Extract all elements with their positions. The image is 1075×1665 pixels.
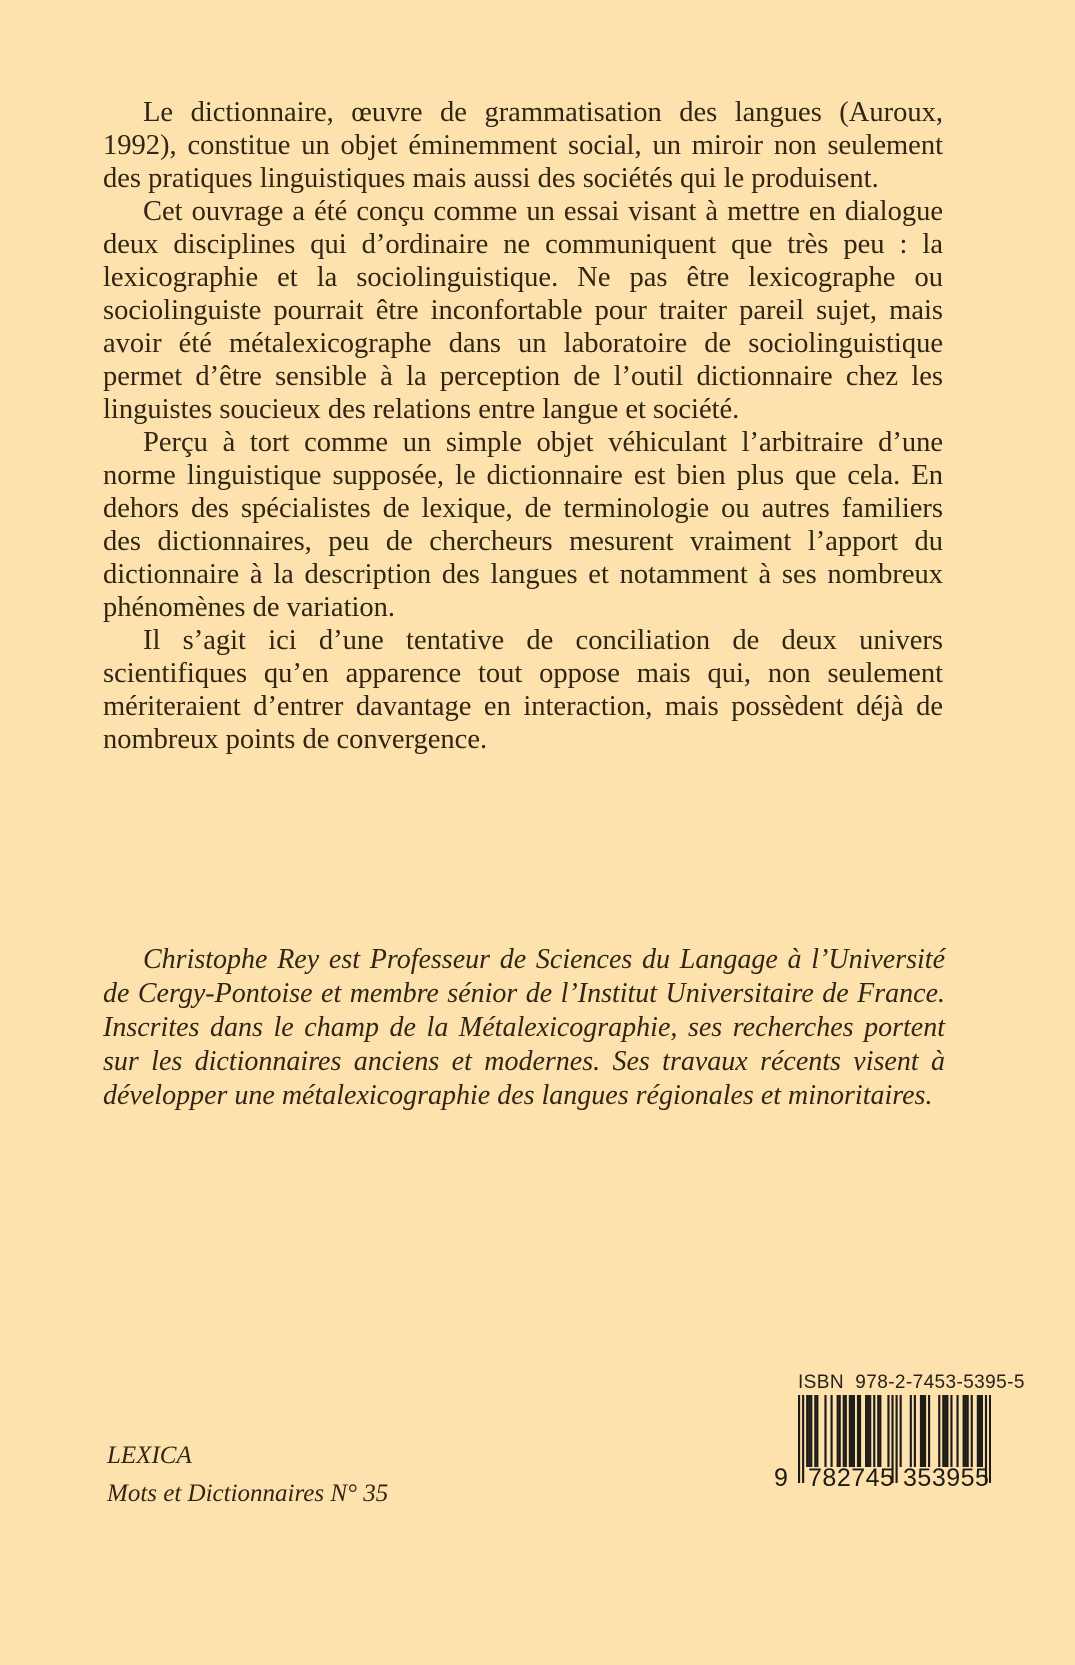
author-bio-text: Christophe Rey est Professeur de Sciences du Langage à l’Université de Cergy-Pontoise et membre sénior de l’Institut Universitaire de France. Inscrites dans le champ de la Métalexicographie, ses recherches portent sur les dictionnaires anciens et modernes. Ses travaux récents visent à développer une métalexicographie des langues régionales et minoritaires.	[103, 944, 945, 1111]
barcode-digit: 5	[975, 1464, 989, 1492]
series-block	[107, 1437, 388, 1513]
barcode-digit: 7	[808, 1464, 822, 1492]
blurb-paragraph: Le dictionnaire, œuvre de grammatisation des langues (Auroux, 1992), constitue un objet éminemment social, un miroir non seulement des pratiques linguistiques mais aussi des sociétés qui le produisent.	[103, 97, 943, 194]
blurb-paragraph: Il s’agit ici d’une tentative de conciliation de deux univers scientifiques qu’en apparence tout oppose mais qui, non seulement mériteraient d’entrer davantage en interaction, mais possèdent déjà de nombreux points de convergence.	[103, 625, 943, 755]
author-bio	[103, 943, 945, 1113]
barcode-digits-left	[808, 1464, 894, 1490]
series-subtitle: Mots et Dictionnaires N° 35	[107, 1480, 389, 1507]
barcode-digit-first: 9	[774, 1464, 788, 1492]
isbn-barcode-block	[752, 1372, 1025, 1494]
barcode-digit: 5	[917, 1464, 932, 1492]
barcode-digits-right	[903, 1464, 989, 1490]
barcode-digit: 4	[865, 1464, 880, 1492]
back-cover-blurb	[103, 96, 943, 756]
barcode-digit: 2	[836, 1464, 851, 1492]
blurb-paragraph: Cet ouvrage a été conçu comme un essai visant à mettre en dialogue deux disciplines qui d’ordinaire ne communiquent que très peu : la lexicographie et la sociolinguistique. Ne pas être lexicographe ou sociolinguiste pourrait être inconfortable pour traiter pareil sujet, mais avoir été métalexicographe dans un laboratoire de sociolinguistique permet d’être sensible à la perception de l’outil dictionnaire chez les linguistes soucieux des relations entre langue et société.	[103, 196, 943, 425]
blurb-paragraph: Perçu à tort comme un simple objet véhiculant l’arbitraire d’une norme linguistique supposée, le dictionnaire est bien plus que cela. En dehors des spécialistes de lexique, de terminologie ou autres familiers des dictionnaires, peu de chercheurs mesurent vraiment l’apport du dictionnaire à la description des langues et notamment à ses nombreux phénomènes de variation.	[103, 427, 943, 623]
barcode-digit: 3	[903, 1464, 917, 1492]
series-name: LEXICA	[107, 1442, 192, 1469]
barcode-digit: 9	[946, 1464, 961, 1492]
barcode-digit: 5	[880, 1464, 894, 1492]
barcode-digit: 5	[960, 1464, 975, 1492]
barcode-digit: 8	[822, 1464, 837, 1492]
barcode-digit: 7	[851, 1464, 866, 1492]
barcode-digit: 3	[931, 1464, 946, 1492]
isbn-label: ISBN 978-2-7453-5395-5	[798, 1372, 1025, 1393]
